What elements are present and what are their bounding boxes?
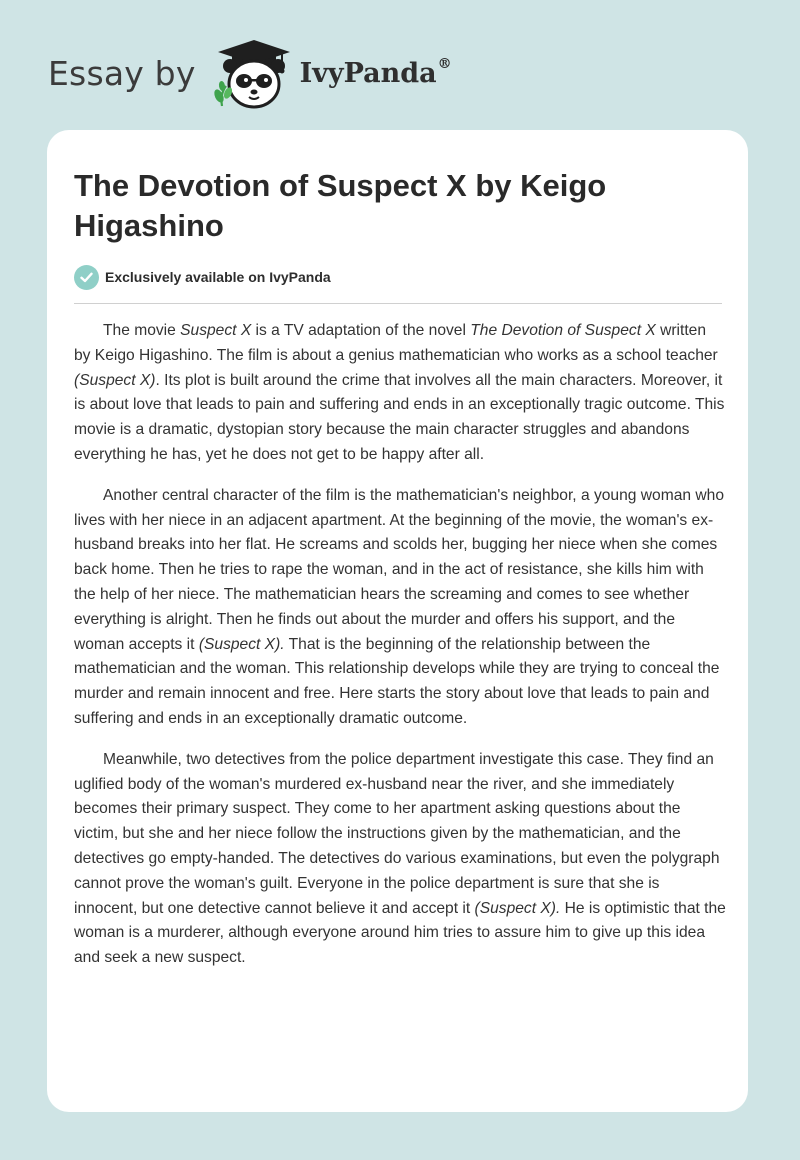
brand-name: IvyPanda®	[299, 55, 452, 89]
italic-run: The Devotion of Suspect X	[470, 322, 656, 339]
divider	[74, 303, 722, 304]
italic-run: (Suspect X).	[198, 635, 285, 653]
italic-run: (Suspect X).	[474, 899, 561, 917]
exclusive-text: Exclusively available on IvyPanda	[105, 269, 331, 285]
panda-logo-icon	[210, 36, 294, 110]
italic-run: Suspect X	[180, 322, 252, 339]
essay-card	[47, 130, 748, 1112]
paragraph: The movie Suspect X is a TV adaptation of the novel The Devotion of Suspect X written by Keigo Higashino. The film is about a genius mathematician who works as a school teacher (Suspect X). Its plot is built around the crime that involves all the main characters. Moreover, it is about love that leads to pain and suffering and ends in an exceptionally tragic outcome. This movie is a dramatic, dystopian story because the main character struggles and abandons everything he has, yet he does not get to be happy after all.	[74, 322, 725, 463]
paragraph: Another central character of the film is the mathematician's neighbor, a young woman who lives with her niece in an adjacent apartment. At the beginning of the movie, the woman's ex-husband breaks into her flat. He screams and scolds her, bugging her niece when she comes back home. Then he tries to rape the woman, and in the act of resistance, she kills him with the help of her niece. The mathematician hears the screaming and comes to see whether everything is alright. Then he finds out about the murder and offers his support, and the woman accepts it (Suspect X). That is the beginning of the relationship between the mathematician and the woman. This relationship develops while they are trying to conceal the murder and remain innocent and free. Here starts the story about love that leads to pain and suffering and ends in an exceptionally dramatic outcome.	[74, 486, 724, 727]
paragraph: Meanwhile, two detectives from the police department investigate this case. They find an uglified body of the woman's murdered ex-husband near the river, and she immediately becomes their primary suspect. They come to her apartment asking questions about the victim, but she and her niece follow the instructions given by the mathematician, and the detectives go empty-handed. The detectives do various examinations, but even the polygraph cannot prove the woman's guilt. Everyone in the police department is sure that she is innocent, but one detective cannot believe it and accept it (Suspect X). He is optimistic that the woman is a murderer, although everyone around him tries to assure him to give up this idea and seek a new suspect.	[74, 750, 726, 967]
italic-run: (Suspect X)	[74, 371, 156, 389]
brand-prefix: Essay by	[48, 53, 196, 93]
exclusive-badge	[74, 264, 331, 290]
check-circle-icon	[74, 265, 99, 290]
essay-title: The Devotion of Suspect X by Keigo Higashino	[74, 168, 607, 243]
brand-header[interactable]	[48, 36, 452, 110]
essay-body	[74, 319, 726, 987]
